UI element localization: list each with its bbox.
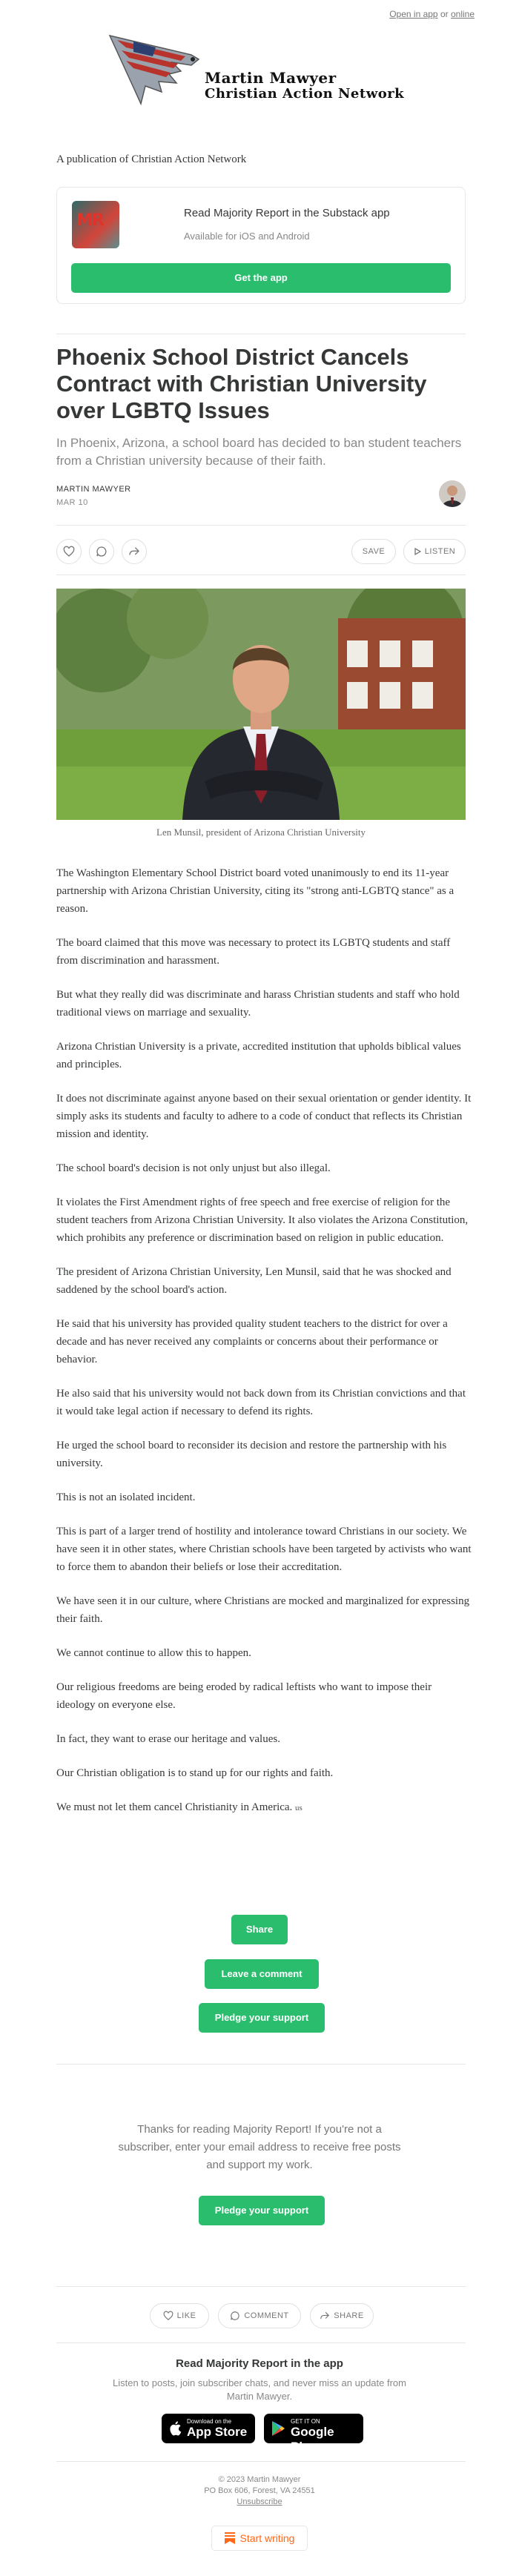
logo-line-2: Christian Action Network [205, 86, 405, 102]
image-caption: Len Munsil, president of Arizona Christian University [156, 827, 366, 838]
paragraph: It does not discriminate against anyone based on their sexual orientation or gender identity. It simply asks its students and faculty to adhere to a code of conduct that reflects its Christian mission and identity. [56, 1093, 472, 1140]
paragraph: Our religious freedoms are being eroded by radical leftists who want to impose their ideology on everyone else. [56, 1681, 432, 1711]
comment-bubble-icon [96, 546, 108, 557]
signoff: us [295, 1804, 303, 1812]
paragraph: The school board's decision is not only unjust but also illegal. [56, 1162, 331, 1174]
share-button[interactable] [122, 539, 147, 564]
start-writing-button[interactable] [211, 2526, 308, 2551]
paragraph: The Washington Elementary School District board voted unanimously to end its 11-year partnership with Arizona Christian University, citing its "strong anti-LGBTQ stance" as a reason. [56, 867, 454, 915]
google-play-small-text: GET IT ON [291, 2418, 320, 2425]
share-cta-button[interactable]: Share [231, 1915, 288, 1944]
like-button[interactable] [56, 539, 82, 564]
portrait-photo-illustration [56, 589, 466, 820]
unsubscribe-link[interactable]: Unsubscribe [237, 2497, 282, 2506]
paragraph: It violates the First Amendment rights of free speech and free exercise of religion for the student teachers from Arizona Christian University. It also violates the Arizona Constitution, which prohibits any preference or discrimination based on religion in public education. [56, 1196, 469, 1244]
save-button[interactable] [351, 539, 396, 564]
comment-label: COMMENT [244, 2311, 289, 2320]
substack-logo-icon [225, 2532, 235, 2544]
subscribe-thanks-text: Thanks for reading Majority Report! If you're not a subscriber, enter your email address to receive free posts and support my work. [118, 2123, 401, 2171]
article-title[interactable]: Phoenix School District Cancels Contract with Christian University over LGBTQ Issues [56, 344, 427, 423]
share-label: SHARE [334, 2311, 364, 2320]
paragraph: We cannot continue to allow this to happen. [56, 1647, 251, 1659]
article-hero-image[interactable] [56, 589, 466, 820]
author-avatar[interactable] [439, 480, 466, 507]
start-writing-label: Start writing [239, 2532, 295, 2544]
apple-icon [169, 2420, 182, 2437]
paragraph: But what they really did was discriminate and harass Christian students and staff who hold traditional views on marriage and sexuality. [56, 989, 460, 1019]
google-play-icon [271, 2420, 285, 2437]
footer-share-button[interactable] [310, 2303, 374, 2328]
footer-comment-button[interactable] [218, 2303, 301, 2328]
article-subtitle: In Phoenix, Arizona, a school board has decided to ban student teachers from a Christian university because of their faith. [56, 436, 462, 468]
eagle-flag-logo-icon [104, 33, 208, 120]
app-icon-text: MR [76, 211, 104, 230]
article-body [56, 864, 472, 1833]
divider [56, 525, 466, 526]
open-in-app-link[interactable]: Open in app [389, 9, 438, 19]
divider [56, 2342, 466, 2343]
play-icon [414, 548, 421, 555]
paragraph-final [56, 1798, 472, 1817]
top-links-separator: or [440, 9, 449, 19]
google-play-big-text: Google Play [291, 2425, 334, 2454]
view-online-link[interactable]: online [450, 9, 475, 19]
listen-button[interactable] [403, 539, 466, 564]
comment-bubble-icon [230, 2311, 240, 2321]
divider [56, 2461, 466, 2462]
app-store-small-text: Download on the [187, 2418, 232, 2425]
app-promo-card [56, 187, 466, 304]
divider [56, 2064, 466, 2065]
legal-footer [0, 2474, 519, 2508]
paragraph: In fact, they want to erase our heritage and values. [56, 1733, 280, 1745]
author-name[interactable]: MARTIN MAWYER [56, 485, 131, 494]
pledge-support-button-2[interactable]: Pledge your support [199, 2196, 325, 2225]
logo-wordmark [205, 70, 404, 102]
publication-app-icon [72, 201, 119, 248]
paragraph: We have seen it in our culture, where Christians are mocked and marginalized for expressing their faith. [56, 1595, 470, 1625]
like-label: LIKE [176, 2311, 196, 2320]
comment-button[interactable] [89, 539, 114, 564]
pledge-support-button[interactable]: Pledge your support [199, 2003, 325, 2033]
post-date: MAR 10 [56, 498, 88, 507]
get-the-app-button[interactable]: Get the app [71, 263, 451, 293]
paragraph: This is part of a larger trend of hostility and intolerance toward Christians in our society. We have seen it in other states, where Christian schools have been targeted by activists who want to force them to abandon their beliefs or lose their accreditation. [56, 1526, 472, 1573]
publication-note: A publication of Christian Action Network [56, 153, 247, 165]
footer-app-subtitle: Listen to posts, join subscriber chats, and never miss an update from Martin Mawyer. [113, 2377, 406, 2402]
paragraph: He said that his university has provided quality student teachers to the district for over a decade and has never received any complaints or concerns about their performance or behavior. [56, 1318, 448, 1365]
footer-like-button[interactable] [150, 2303, 209, 2328]
copyright-text: © 2023 Martin Mawyer [218, 2475, 301, 2484]
heart-icon [63, 546, 75, 557]
paragraph: The board claimed that this move was necessary to protect its LGBTQ students and staff from discrimination and harassment. [56, 937, 451, 967]
share-arrow-icon [128, 546, 140, 557]
address-text: PO Box 606, Forest, VA 24551 [204, 2486, 315, 2495]
paragraph: He urged the school board to reconsider its decision and restore the partnership with his university. [56, 1440, 447, 1469]
heart-icon [163, 2311, 173, 2321]
avatar-portrait-icon [439, 480, 466, 507]
app-promo-title: Read Majority Report in the Substack app [184, 207, 390, 219]
final-sentence: We must not let them cancel Christianity in America. [56, 1801, 293, 1813]
paragraph: The president of Arizona Christian University, Len Munsil, said that he was shocked and saddened by the school board's action. [56, 1266, 452, 1296]
app-store-badge[interactable] [162, 2414, 255, 2443]
top-links [389, 9, 475, 19]
publication-logo[interactable] [104, 33, 430, 120]
share-arrow-icon [320, 2311, 330, 2321]
logo-line-1: Martin Mawyer [205, 69, 337, 87]
divider [56, 2286, 466, 2287]
footer-app-title: Read Majority Report in the app [176, 2357, 343, 2370]
paragraph: He also said that his university would not back down from its Christian convictions and that it would take legal action if necessary to defend its rights. [56, 1388, 466, 1417]
listen-label: LISTEN [424, 547, 456, 556]
paragraph: Arizona Christian University is a private, accredited institution that upholds biblical values and principles. [56, 1041, 461, 1070]
save-label: SAVE [362, 547, 386, 556]
app-promo-subtitle: Available for iOS and Android [184, 231, 310, 242]
paragraph: This is not an isolated incident. [56, 1491, 196, 1503]
google-play-badge[interactable] [264, 2414, 363, 2454]
leave-comment-button[interactable]: Leave a comment [205, 1959, 319, 1989]
paragraph: Our Christian obligation is to stand up for our rights and faith. [56, 1767, 334, 1779]
app-store-big-text: App Store [187, 2425, 248, 2439]
